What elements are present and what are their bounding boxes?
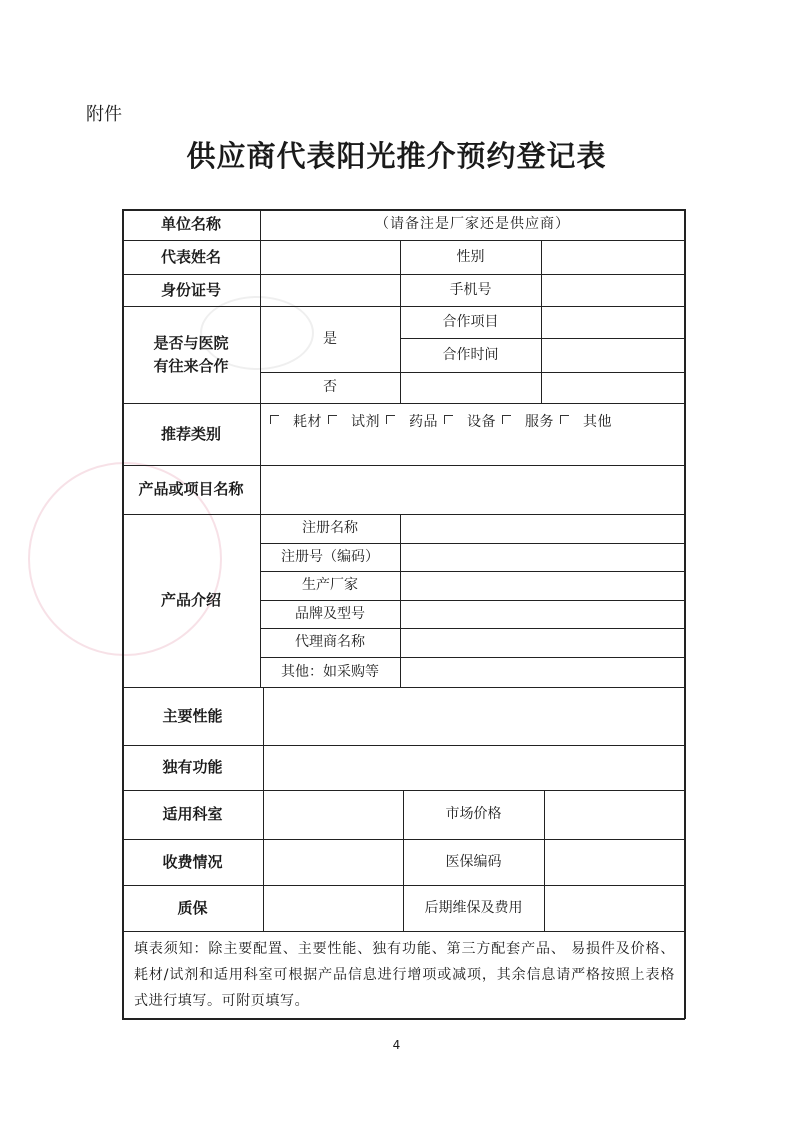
department-field[interactable]	[263, 790, 403, 839]
checkbox-icon	[328, 415, 337, 424]
cooperation-no-field[interactable]	[400, 372, 541, 403]
category-option-label: 试剂	[351, 413, 380, 430]
other-info-label: 其他：如采购等	[281, 663, 379, 680]
category-option-reagents[interactable]	[328, 411, 380, 433]
cooperation-yes-option[interactable]: 是	[323, 330, 337, 347]
brand-model-field[interactable]	[400, 600, 685, 628]
phone-label: 手机号	[449, 281, 492, 298]
charges-field[interactable]	[263, 839, 403, 885]
cooperation-label-line2: 有往来合作	[153, 356, 229, 375]
warranty-label: 质保	[177, 898, 208, 917]
category-option-equipment[interactable]	[444, 411, 496, 433]
maintenance-label: 后期维保及费用	[424, 899, 523, 916]
market-price-label: 市场价格	[445, 806, 502, 822]
registration-number-label: 注册号（编码）	[281, 548, 379, 565]
other-info-field[interactable]	[400, 657, 685, 687]
id-number-field[interactable]	[260, 274, 400, 306]
page-number: 4	[392, 1038, 401, 1052]
cooperation-project-label: 合作项目	[442, 313, 499, 330]
checkbox-icon	[444, 415, 453, 424]
cooperation-time-field[interactable]	[541, 338, 685, 372]
unit-name-hint[interactable]: （请备注是厂家还是供应商）	[375, 216, 570, 232]
category-option-services[interactable]	[502, 411, 554, 433]
unique-function-label: 独有功能	[162, 758, 223, 777]
cooperation-no-option[interactable]: 否	[323, 379, 337, 395]
phone-field[interactable]	[541, 274, 685, 306]
category-option-other[interactable]	[560, 411, 612, 433]
registration-name-field[interactable]	[400, 514, 685, 543]
category-option-label: 设备	[467, 413, 496, 430]
rep-name-label: 代表姓名	[160, 247, 221, 266]
agent-name-label: 代理商名称	[295, 634, 365, 650]
cooperation-label	[122, 306, 260, 403]
insurance-code-field[interactable]	[544, 839, 685, 885]
cooperation-time-label: 合作时间	[442, 346, 499, 363]
cooperation-no-field-2[interactable]	[541, 372, 685, 403]
category-option-drugs[interactable]	[386, 411, 438, 433]
table-border-bottom	[122, 1018, 685, 1020]
registration-number-field[interactable]	[400, 543, 685, 571]
product-name-field[interactable]	[260, 465, 685, 514]
category-label: 推荐类别	[160, 424, 221, 443]
id-number-label: 身份证号	[160, 280, 221, 299]
cooperation-label-line1: 是否与医院	[153, 334, 229, 352]
gender-field[interactable]	[541, 240, 685, 274]
checkbox-icon	[560, 415, 569, 424]
category-options	[260, 403, 685, 465]
product-name-label: 产品或项目名称	[138, 480, 244, 499]
checkbox-icon	[270, 415, 279, 424]
department-label: 适用科室	[162, 805, 223, 824]
registration-name-label: 注册名称	[302, 520, 358, 536]
checkbox-icon	[386, 415, 395, 424]
unit-name-label: 单位名称	[160, 215, 221, 234]
category-option-label: 其他	[583, 413, 612, 430]
category-option-consumables[interactable]	[270, 411, 322, 433]
manufacturer-field[interactable]	[400, 571, 685, 600]
agent-name-field[interactable]	[400, 628, 685, 657]
maintenance-field[interactable]	[544, 885, 685, 931]
category-option-label: 耗材	[293, 413, 322, 430]
charges-label: 收费情况	[162, 852, 223, 871]
attachment-label: 附件	[86, 104, 122, 125]
manufacturer-label: 生产厂家	[302, 577, 358, 593]
main-performance-field[interactable]	[263, 687, 685, 745]
product-intro-label: 产品介绍	[160, 591, 221, 610]
main-performance-label: 主要性能	[162, 706, 223, 725]
insurance-code-label: 医保编码	[445, 853, 502, 870]
gender-label: 性别	[456, 248, 485, 265]
filling-instructions: 填表须知：除主要配置、主要性能、独有功能、第三方配套产品、 易损件及价格、耗材/试剂和适用科室可根据产品信息进行增项或减项，其余信息请严格按照上表格式进行填写。可附页填写。	[134, 941, 675, 1009]
category-option-label: 药品	[409, 413, 438, 430]
rep-name-field[interactable]	[260, 240, 400, 274]
cooperation-project-field[interactable]	[541, 306, 685, 338]
market-price-field[interactable]	[544, 790, 685, 839]
checkbox-icon	[502, 415, 511, 424]
page-title: 供应商代表阳光推介预约登记表	[186, 139, 607, 173]
brand-model-label: 品牌及型号	[295, 605, 365, 622]
warranty-field[interactable]	[263, 885, 403, 931]
category-option-label: 服务	[525, 413, 554, 430]
unique-function-field[interactable]	[263, 745, 685, 790]
